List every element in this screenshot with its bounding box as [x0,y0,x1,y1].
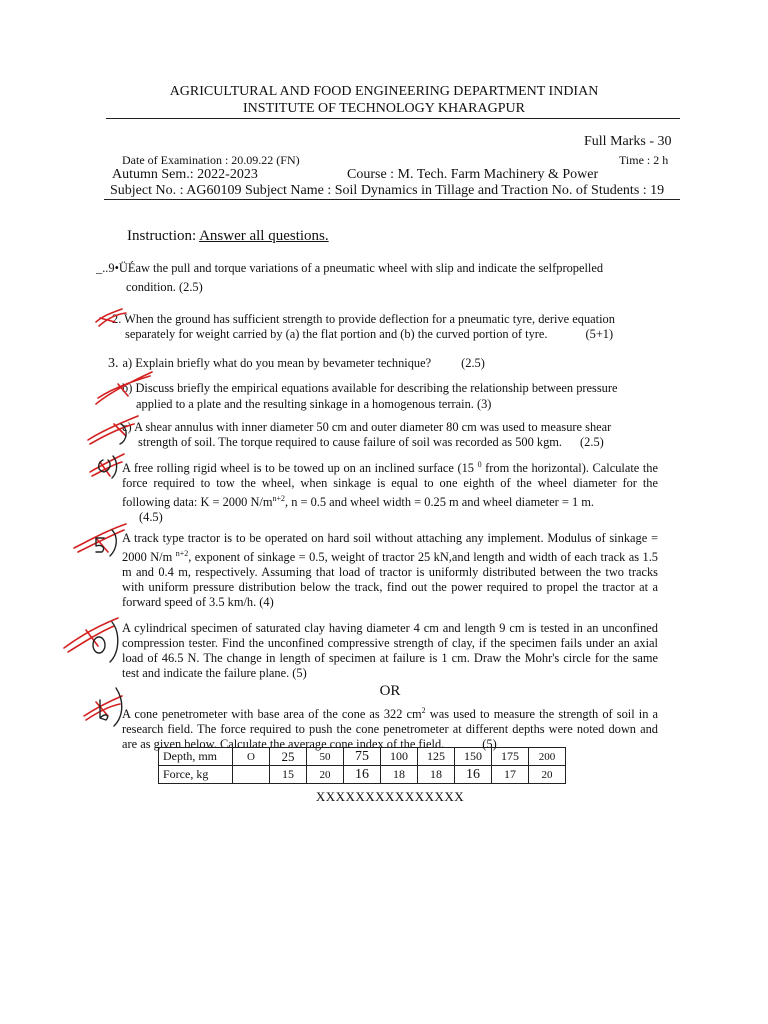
end-marker: XXXXXXXXXXXXXXX [315,789,465,804]
table-row-label: Force, kg [159,766,233,784]
table-cell: 25 [270,748,307,766]
question-5-text-b: , exponent of sinkage = 0.5, weight of tractor 25 kN,and length and width of each track as 1.5 m and 0.4 m, respectively. Assuming that load of tractor is uniformly distributed between the two tracks with uniform pressure distribution below the track, find out the power required to propel the tractor at a forward speed of 3.5 km/h. (4) [122,550,658,610]
question-2-text: When the ground has sufficient strength to provide deflection for a pneumatic tyre, derive equation [124,312,615,326]
question-1-cont: condition. (2.5) [126,280,203,294]
question-3a-text: a) Explain briefly what do you mean by bevameter technique? [122,356,432,370]
question-3a-marks: (2.5) [461,356,485,370]
question-2-marks: (5+1) [585,327,614,341]
question-4-marks: (4.5) [139,510,163,525]
institution-line-2: INSTITUTE OF TECHNOLOGY KHARAGPUR [243,101,525,116]
subject-line: Subject No. : AG60109 Subject Name : Soil Dynamics in Tillage and Traction No. of Students : 19 [110,183,665,198]
question-4-sup: 0 [477,460,482,469]
table-cell: 20 [529,766,566,784]
question-4-text-b: from the horizontal). Calculate the force required to tow the wheel, when sinkage is equal to one eighth of the wheel diameter for the following data: K = 2000 N/m [122,461,658,510]
question-3c-marks: (2.5) [580,435,604,449]
question-6a-text: A cylindrical specimen of saturated clay having diameter 4 cm and length 9 cm is tested in an unconfined compression tester. Find the unconfined compressive strength of clay, if the specimen fails under an axial load of 46.5 N. The change in length of specimen at failure is 1 cm. Draw the Mohr's circle for the same test and indicate the failure plane. (5) [122,621,658,680]
table-cell: 18 [381,766,418,784]
course: Course : M. Tech. Farm Machinery & Power [347,167,599,182]
table-cell: 15 [270,766,307,784]
pen-mark-q2 [96,309,126,326]
table-cell: 17 [492,766,529,784]
pen-mark-q4 [90,454,124,476]
table-cell: 75 [344,748,381,766]
table-cell: 16 [344,766,381,784]
table-row-label: Depth, mm [159,748,233,766]
instruction-text: Answer all questions. [199,228,329,244]
pen-mark-q6b [84,696,122,720]
question-4-text-a: A free rolling rigid wheel is to be towed up on an inclined surface (15 [122,461,474,476]
table-cell: 20 [307,766,344,784]
question-3b-cont: applied to a plate and the resulting sinkage in a homogenous terrain. (3) [136,397,492,411]
table-cell: 200 [529,748,566,766]
pen-mark-q6a [64,618,118,652]
question-6b-marks: (5) [482,737,497,752]
exam-date: Date of Examination : 20.09.22 (FN) [122,153,300,167]
table-cell: 125 [418,748,455,766]
pen-mark-q3b [96,372,152,404]
table-cell: 18 [418,766,455,784]
question-6b-text-b: was used to measure the strength of soil in a research field. The force required to push the cone penetrometer at different depths were noted down and are as given below. Calculate the average cone index of the field. [122,707,658,752]
question-6b-text-a: A cone penetrometer with base area of the cone as 322 cm [122,707,422,722]
table-cell: 150 [455,748,492,766]
instruction-label: Instruction: [127,228,200,244]
question-5-sup: n+2 [175,549,189,558]
question-5-text-a: A track type tractor is to be operated on hard soil without attaching any implement. Modulus of sinkage = 2000 N/m [122,531,658,565]
question-3b-prefix: b) [122,381,133,395]
table-cell: 50 [307,748,344,766]
or-divider: OR [379,683,401,699]
table-cell: O [233,748,270,766]
table-cell: 16 [455,766,492,784]
question-3c-cont: strength of soil. The torque required to cause failure of soil was recorded as 500 kgm. [138,435,563,449]
question-1-text: the pull and torque variations of a pneumatic wheel with slip and indicate the selfpropelled [149,261,604,275]
full-marks: Full Marks - 30 [584,134,672,149]
question-2-number: 2. [112,312,122,326]
question-6b-sup: 2 [421,706,426,715]
question-4-text-c: , n = 0.5 and wheel width = 0.25 m and wheel diameter = 1 m. [285,495,594,510]
question-1-prefix: _..9•ÜÉaw [96,261,150,275]
semester: Autumn Sem.: 2022-2023 [112,167,258,182]
question-4-sup2: n+2 [272,494,286,504]
question-3c-prefix: c) [122,420,132,434]
question-3b-text: Discuss briefly the empirical equations available for describing the relationship between pressure [135,381,618,395]
question-3c-text: A shear annulus with inner diameter 50 cm and outer diameter 80 cm was used to measure shear [134,420,612,434]
question-3-number: 3. [108,356,119,371]
exam-time: Time : 2 h [619,153,669,167]
question-2-cont: separately for weight carried by (a) the flat portion and (b) the curved portion of tyre. [125,327,548,341]
table-cell: 175 [492,748,529,766]
handwritten-labels [93,424,126,726]
institution-line-1: AGRICULTURAL AND FOOD ENGINEERING DEPARTMENT INDIAN [169,84,599,99]
table-cell: 100 [381,748,418,766]
pen-mark-q3c [88,416,138,444]
